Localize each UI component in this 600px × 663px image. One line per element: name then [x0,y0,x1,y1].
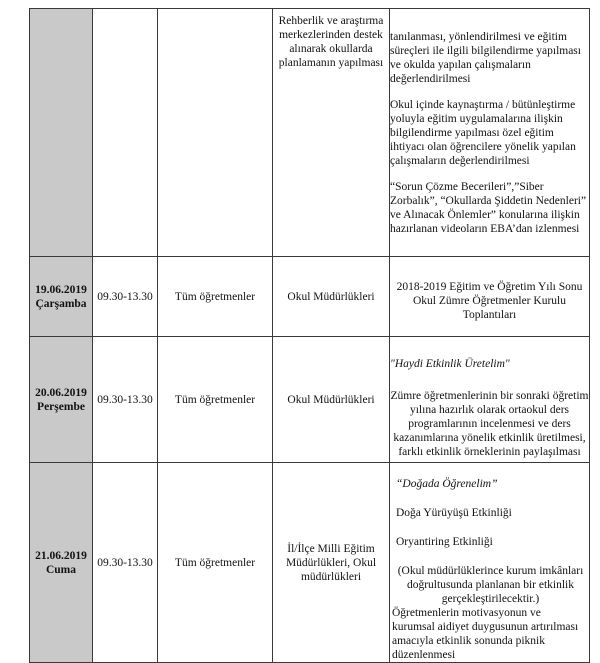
activity-cell [390,463,590,663]
participants-cell [158,9,273,257]
activity-note: (Okul müdürlüklerince kurum imkânları doğrultusunda planlanan bir etkinlik gerçekleştirilecektir.) [397,565,584,605]
activity-title: "Haydi Etkinlik Üretelim" [390,357,510,370]
activity-cell [390,257,590,337]
day-text: Çarşamba [35,297,87,310]
table-row [30,257,590,337]
time-cell: 09.30-13.30 [93,257,158,337]
participants-cell: Tüm öğretmenler [158,463,273,663]
activity-cell [390,337,590,463]
date-cell [30,257,93,337]
activity-text: Öğretmenlerin motivasyonun ve kurumsal aidiyet duygusunun artırılması amacıyla etkinlik sonunda piknik düzenlenmesi [392,607,579,661]
place-cell: İl/İlçe Milli Eğitim Müdürlükleri, Okul müdürlükleri [273,463,390,663]
day-text: Perşembe [37,400,85,413]
place-cell: Okul Müdürlükleri [273,337,390,463]
time-cell: 09.30-13.30 [93,337,158,463]
place-cell: Okul Müdürlükleri [273,257,390,337]
time-cell [93,9,158,257]
place-text: Rehberlik ve araştırma merkezlerinden destek alınarak okullarda planlamanın yapılması [278,15,384,69]
activity-text: 2018-2019 Eğitim ve Öğretim Yılı Sonu Okul Zümre Öğretmenler Kurulu Toplantıları [396,280,583,321]
date-text: 19.06.2019 [35,283,87,296]
activity-cell [390,9,590,257]
date-cell [30,9,93,257]
activity-text: Doğa Yürüyüşü Etkinliği [396,507,512,519]
table-row [30,9,590,257]
activity-text: “Sorun Çözme Becerileri”,”Siber Zorbalık”, “Okullarda Şiddetin Nedenleri” ve Alınacak Önlemler” konularına ilişkin hazırlanan videoların EBA’dan izlenmesi [390,180,587,235]
activity-text: Zümre öğretmenlerinin bir sonraki öğretim yılına hazırlık olarak ortaokul ders programlarının incelenmesi ve ders kazanımlarına yönelik etkinlik üretilmesi, farklı etkinlik örneklerinin paylaşılması [390,389,589,458]
activity-text: Okul içinde kaynaştırma / bütünleştirme yoluyla eğitim uygulamalarına ilişkin bilgilendirme yapılması özel eğitim ihtiyacı olan öğrencilere yönelik yapılan çalışmaların değerlendirilmesi [390,98,576,167]
date-text: 21.06.2019 [35,549,87,562]
activity-title: “Doğada Öğrenelim” [396,478,498,490]
time-cell: 09.30-13.30 [93,463,158,663]
place-cell [273,9,390,257]
date-text: 20.06.2019 [35,386,87,399]
date-cell [30,337,93,463]
activity-text: Oryantiring Etkinliği [396,536,493,548]
date-cell [30,463,93,663]
day-text: Cuma [45,563,77,576]
schedule-table [29,8,590,663]
activity-text: tanılanması, yönlendirilmesi ve eğitim süreçleri ile ilgili bilgilendirme yapılması ve okulda yapılan çalışmaların değerlendirilmesi [390,30,581,85]
table-row [30,463,590,663]
participants-cell: Tüm öğretmenler [158,257,273,337]
table-row [30,337,590,463]
participants-cell: Tüm öğretmenler [158,337,273,463]
